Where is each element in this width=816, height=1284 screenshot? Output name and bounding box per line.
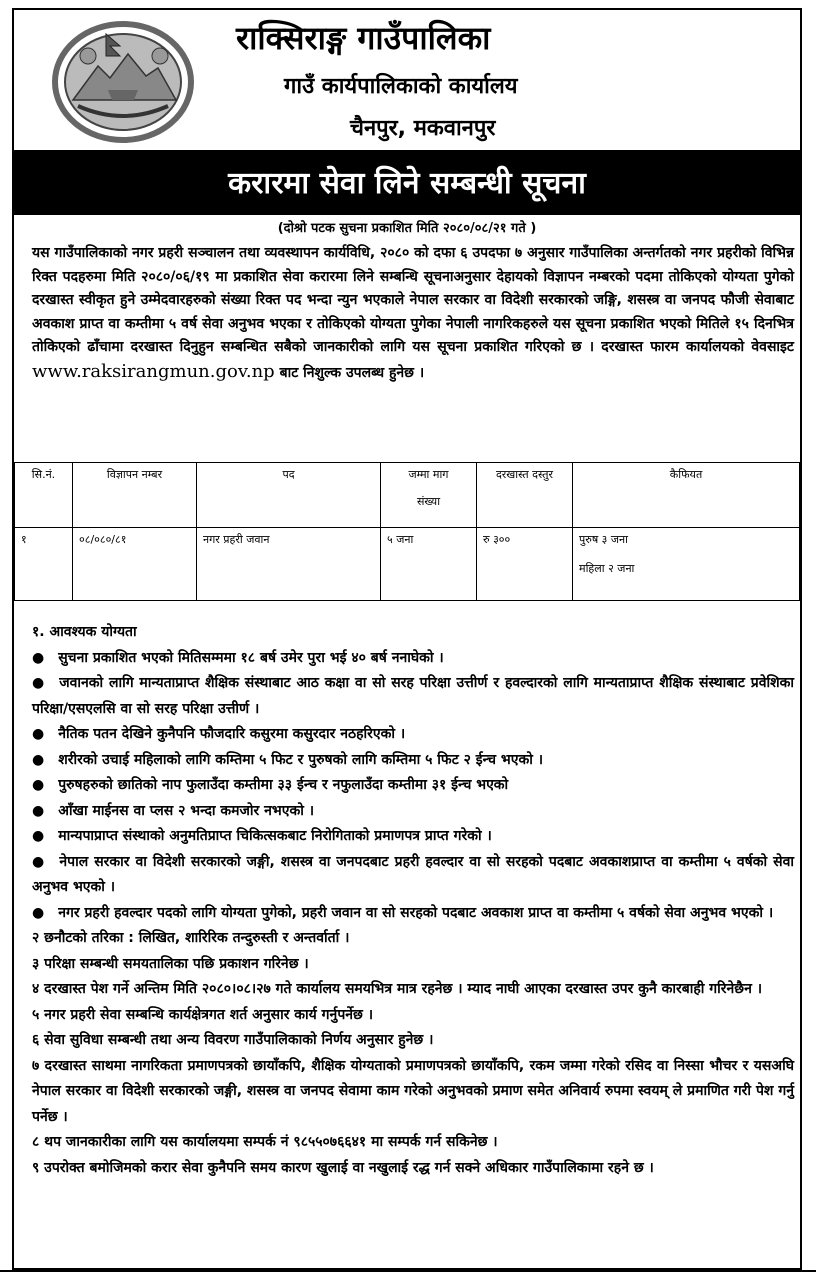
list-item: ● सुचना प्रकाशित भएको मितिसम्ममा १८ बर्ष उमेर पुरा भई ४० बर्ष ननाघेको । bbox=[32, 649, 444, 666]
bullet-dot-icon: ● bbox=[32, 828, 45, 844]
list-item: ● आँखा माईनस वा प्लस २ भन्दा कमजोर नभएको । bbox=[32, 802, 315, 819]
col-count bbox=[381, 463, 477, 528]
numbered-item: ३ परिक्षा सम्बन्धी समयतालिका पछि प्रकाशन गरिनेछ । bbox=[32, 955, 309, 972]
office-location: चैनपुर, मकवानपुर bbox=[350, 116, 496, 141]
bullet-dot-icon: ● bbox=[32, 726, 45, 742]
numbered-item: ४ दरखास्त पेश गर्ने अन्तिम मिति २०८०।०८।२७ गते कार्यालय समयभित्र मात्र रहनेछ । म्याद नाघी आएका दरखास्त उपर कुनै कारबाही गरिनेछैन । bbox=[32, 981, 763, 997]
table-header-row bbox=[15, 463, 800, 528]
notice-title-bar bbox=[14, 150, 800, 215]
list-item: ● नैतिक पतन देखिने कुनैपनि फौजदारि कसुरमा कसुरदार नठहरिएको । bbox=[32, 726, 406, 742]
requirements-heading: १. आवश्यक योग्यता bbox=[32, 624, 137, 640]
bullet-dot-icon: ● bbox=[32, 777, 45, 793]
list-item: ● पुरुषहरुको छातिको नाप फुलाउँदा कम्तीमा ३३ ईन्च र नफुलाउँदा कम्तीमा ३१ ईन्च भएको bbox=[32, 777, 509, 793]
intro-tail: बाट निशुल्क उपलब्ध हुनेछ । bbox=[279, 364, 425, 381]
bullet-dot-icon: ● bbox=[32, 675, 46, 691]
office-name: राक्सिराङ्ग गाउँपालिका bbox=[236, 19, 491, 57]
table-row bbox=[15, 528, 800, 601]
list-item: ● शरीरको उचाई महिलाको लागि कम्तिमा ५ फिट र पुरुषको लागि कम्तिमा ५ फिट २ ईन्च भएको । bbox=[32, 751, 544, 768]
list-item: ● मान्यपाप्राप्त संस्थाको अनुमतिप्राप्त चिकित्सकबाट निरोगिताको प्रमाणपत्र प्राप्त गरेको । bbox=[32, 828, 492, 844]
bullet-dot-icon: ● bbox=[32, 649, 45, 666]
bottom-divider bbox=[0, 1270, 816, 1284]
numbered-item: ९ उपरोक्त बमोजिमको करार सेवा कुनैपनि समय कारण खुलाई वा नखुलाई रद्ध गर्न सक्ने अधिकार गाउँपालिकामा रहने छ । bbox=[32, 1159, 654, 1176]
cell-count: ५ जना bbox=[381, 528, 477, 601]
intro-paragraph bbox=[32, 242, 794, 385]
header bbox=[14, 10, 800, 150]
cell-ad-no: ०८/०८०/८१ bbox=[73, 528, 197, 601]
col-sn: सि.नं. bbox=[15, 463, 73, 528]
notice-title: करारमा सेवा लिने सम्बन्धी सूचना bbox=[228, 166, 586, 201]
remark-female: महिला २ जना bbox=[579, 562, 635, 575]
numbered-item: ८ थप जानकारीका लागि यस कार्यालयमा सम्पर्क नं ९८५५०७६६४१ मा सम्पर्क गर्न सकिनेछ । bbox=[32, 1134, 498, 1150]
list-item: ● नगर प्रहरी हवल्दार पदको लागि योग्यता पुगेको, प्रहरी जवान वा सो सरहको पदबाट अवकाश प्राप्त वा कम्तीमा ५ वर्षको सेवा अनुभव भएको । bbox=[32, 904, 774, 921]
cell-sn: १ bbox=[15, 528, 73, 601]
col-fee: दरखास्त दस्तुर bbox=[477, 463, 573, 528]
col-post: पद bbox=[197, 463, 381, 528]
list-item: ● नेपाल सरकार वा विदेशी सरकारको जङ्गी, शसस्त्र वा जनपदबाट प्रहरी हवल्दार वा सो सरहको पदबाट अवकाशप्राप्त वा कम्तीमा ५ वर्षको सेवा अनुभव भएको । bbox=[32, 853, 794, 895]
office-subtitle: गाउँ कार्यपालिकाको कार्यालय bbox=[284, 74, 518, 99]
numbered-item: ५ नगर प्रहरी सेवा सम्बन्धि कार्यक्षेत्रगत शर्त अनुसार कार्य गर्नुपर्नेछ । bbox=[32, 1006, 374, 1023]
cell-remarks bbox=[573, 528, 800, 601]
intro-text: यस गाउँपालिकाको नगर प्रहरी सञ्चालन तथा व्यवस्थापन कार्यविधि, २०८० को दफा ६ उपदफा ७ अनुसार गाउँपालिका अन्तर्गतको नगर प्रहरीको विभिन्न रिक्त पदहरुमा मिति २०८०/०६/१९ मा प्रकाशित सेवा करारमा लिने सम्बन्धि सूचनाअनुसार देहायको विज्ञापन नम्बरको पदमा तोकिएको योग्यता पुगेको दरखास्त स्वीकृत हुने उम्मेदवारहरुको संख्या रिक्त पद भन्दा न्युन भएकाले नेपाल सरकार वा विदेशी सरकारको जङ्गि, शसस्त्र वा जनपद फौजी सेवाबाट अवकाश प्राप्त वा कम्तीमा ५ वर्ष सेवा अनुभव भएका र तोकिएको योग्यता पुगेका नेपाली नागरिकहरुले यस सूचना प्रकाशित भएको मितिले १५ दिनभित्र तोकिएको ढाँचामा दरखास्त दिनुहुन सम्बन्धित सबैको जानकारीको लागि यस सूचना प्रकाशित गरिएको छ । दरखास्त फारम कार्यालयको वेवसाइट bbox=[32, 245, 794, 355]
col-remarks: कैफियत bbox=[573, 463, 800, 528]
website-link[interactable]: www.raksirangmun.gov.np bbox=[32, 360, 275, 382]
numbered-item: २ छनौटको तरिका : लिखित, शारिरिक तन्दुरुस्ती र अन्तर्वार्ता । bbox=[32, 930, 350, 946]
vacancy-table bbox=[14, 462, 800, 601]
col-ad-no: विज्ञापन नम्बर bbox=[73, 463, 197, 528]
list-item: ● जवानको लागि मान्यताप्राप्त शैक्षिक संस्थाबाट आठ कक्षा वा सो सरह परिक्षा उत्तीर्ण र हवल्दारको लागि मान्यताप्राप्त शैक्षिक संस्थाबाट प्रवेशिका परिक्षा/एसएलसि वा सो सरह परिक्षा उत्तीर्ण । bbox=[32, 675, 794, 717]
publish-note: (दोश्रो पटक सुचना प्रकाशित मिति २०८०/०८/२१ गते ) bbox=[277, 221, 537, 236]
bullet-dot-icon: ● bbox=[32, 904, 45, 921]
numbered-item: ७ दरखास्त साथमा नागरिकता प्रमाणपत्रको छायाँकपि, शैक्षिक योग्यताको प्रमाणपत्रको छायाँकपि, रकम जम्मा गरेको रसिद वा निस्सा भौचर र यसअघि नेपाल सरकार वा विदेशी सरकारको जङ्गी, शसस्त्र वा जनपद सेवामा काम गरेको अनुभवको प्रमाण समेत अनिवार्य रुपमा स्वयम् ले प्रमाणित गरी पेश गर्नु पर्नेछ । bbox=[32, 1057, 794, 1125]
col-count-line2: संख्या bbox=[416, 495, 441, 508]
bullet-dot-icon: ● bbox=[32, 802, 45, 819]
notice-frame bbox=[12, 8, 802, 1270]
remark-male: पुरुष ३ जना bbox=[579, 533, 629, 546]
cell-fee: रु ३०० bbox=[477, 528, 573, 601]
requirements-section bbox=[32, 620, 794, 1181]
numbered-item: ६ सेवा सुविधा सम्बन्धी तथा अन्य विवरण गाउँपालिकाको निर्णय अनुसार हुनेछ । bbox=[32, 1032, 434, 1048]
cell-post: नगर प्रहरी जवान bbox=[197, 528, 381, 601]
nepal-government-emblem-icon bbox=[48, 16, 198, 144]
bullet-dot-icon: ● bbox=[32, 853, 46, 870]
col-count-line1: जम्मा माग bbox=[408, 468, 449, 481]
bullet-dot-icon: ● bbox=[32, 751, 45, 768]
